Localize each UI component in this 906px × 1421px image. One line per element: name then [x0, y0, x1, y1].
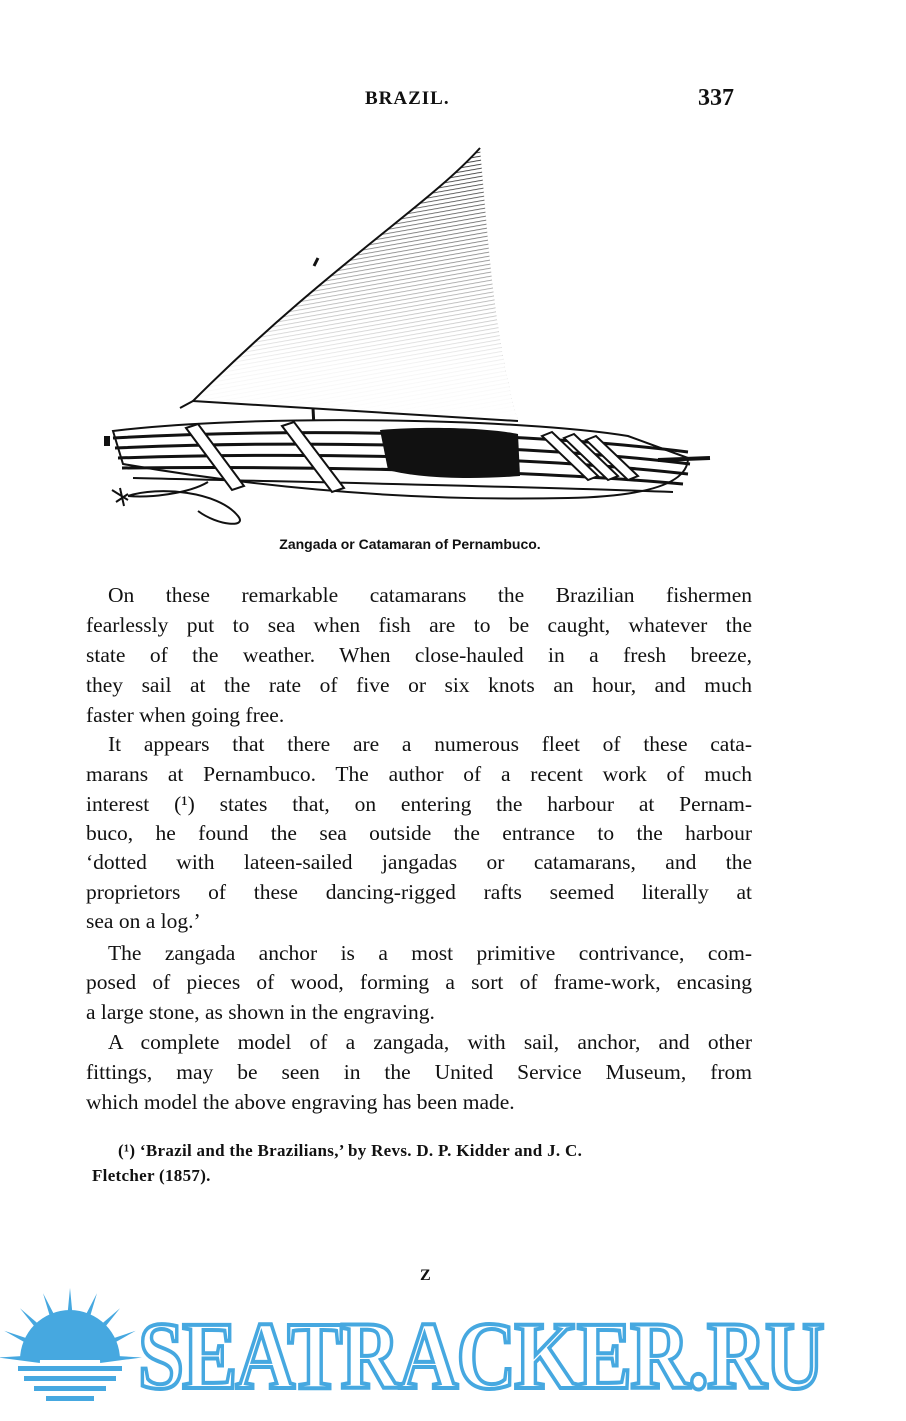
text-line: fittings, may be seen in the United Service Museum, from: [86, 1060, 752, 1084]
text-line: posed of pieces of wood, forming a sort of frame-work, encasing: [86, 970, 752, 994]
text-line: It appears that there are a numerous fleet of these cata-: [108, 732, 752, 756]
text-line: ‘dotted with lateen-sailed jangadas or catamarans, and the: [86, 850, 752, 874]
signature-mark: Z: [420, 1267, 431, 1284]
text-line: a large stone, as shown in the engraving.: [86, 1000, 435, 1024]
text-line: buco, he found the sea outside the entrance to the harbour: [86, 821, 752, 845]
sail: [180, 148, 518, 421]
text-line: interest (¹) states that, on entering the harbour at Pernam-: [86, 792, 752, 816]
text-line: A complete model of a zangada, with sail, anchor, and other: [108, 1030, 752, 1054]
anchor-rope: [128, 482, 240, 524]
text-line: they sail at the rate of five or six knots an hour, and much: [86, 673, 752, 697]
running-title: BRAZIL.: [365, 88, 450, 109]
watermark-text: SEATRACKER.RU: [138, 1302, 823, 1409]
catamaran-illustration: [98, 146, 718, 526]
text-line: fearlessly put to sea when fish are to be caught, whatever the: [86, 613, 752, 637]
figure-caption: Zangada or Catamaran of Pernambuco.: [279, 536, 541, 552]
text-line: state of the weather. When close-hauled in a fresh breeze,: [86, 643, 752, 667]
text-line: marans at Pernambuco. The author of a recent work of much: [86, 762, 752, 786]
text-line: The zangada anchor is a most primitive contrivance, com-: [108, 941, 752, 965]
text-line: faster when going free.: [86, 703, 285, 727]
text-line: On these remarkable catamarans the Brazilian fishermen: [108, 583, 752, 607]
footnote-line: (¹) ‘Brazil and the Brazilians,’ by Revs. D. P. Kidder and J. C.: [118, 1141, 583, 1160]
footnote-line: Fletcher (1857).: [92, 1166, 211, 1185]
text-line: proprietors of these dancing-rigged rafts seemed literally at: [86, 880, 752, 904]
sunburst-icon: [0, 1288, 142, 1401]
anchor: [112, 488, 128, 506]
page-number: 337: [698, 85, 734, 111]
text-line: sea on a log.’: [86, 909, 201, 933]
hull-logs: [104, 420, 710, 498]
text-line: which model the above engraving has been made.: [86, 1090, 515, 1114]
